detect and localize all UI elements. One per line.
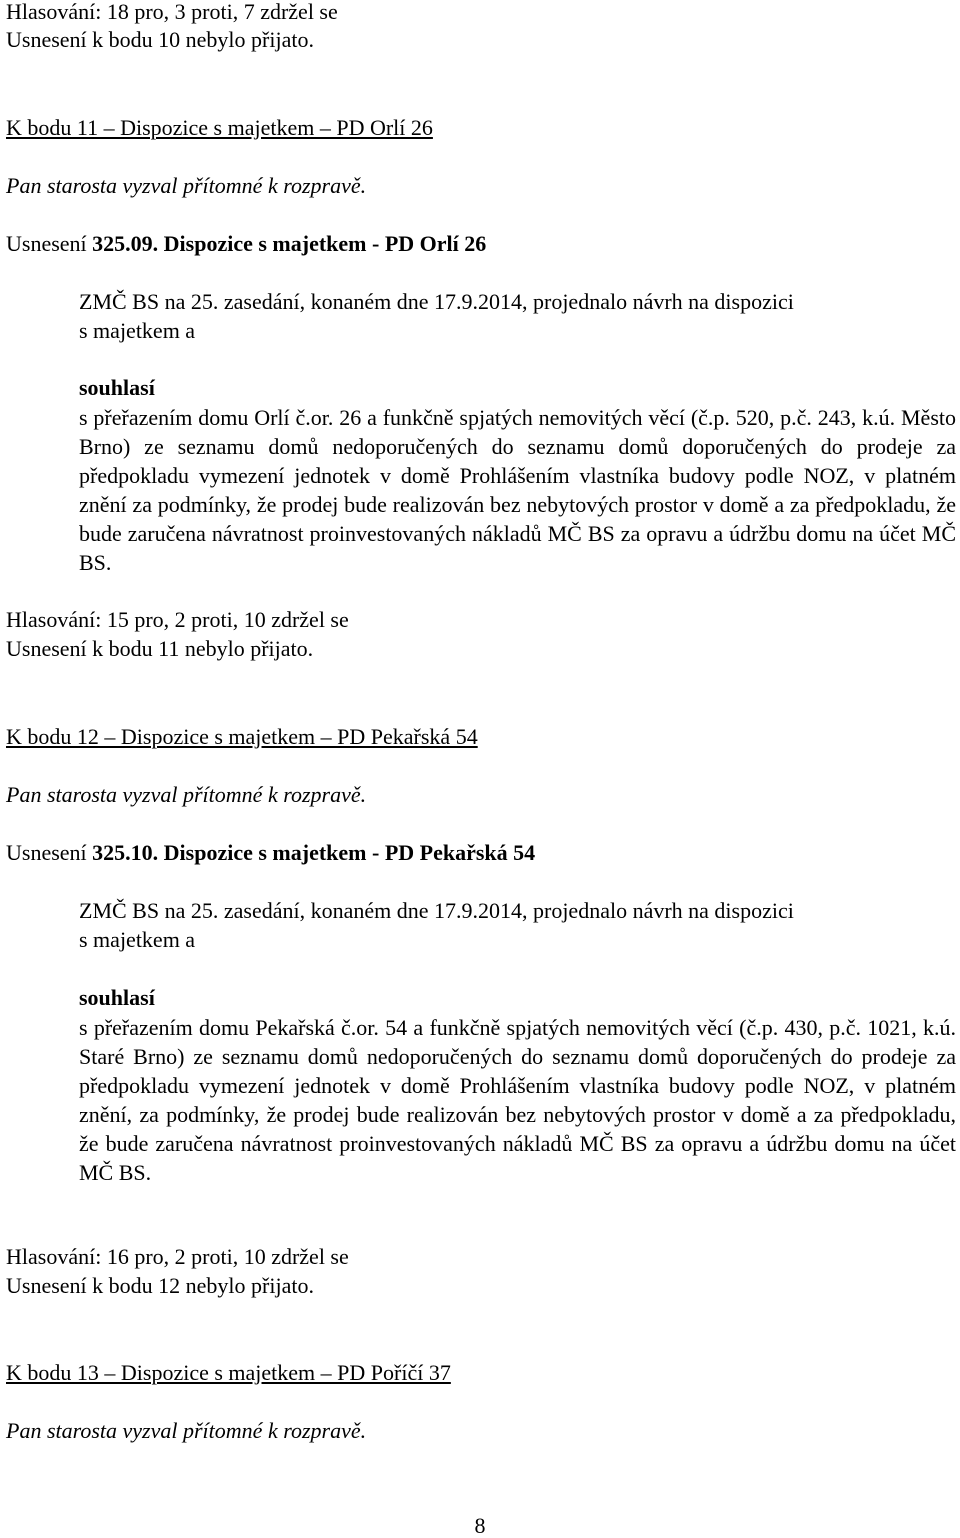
resolution-prefix: Usnesení [6, 840, 93, 865]
vote-result-item-11: Hlasování: 15 pro, 2 proti, 10 zdržel se [6, 607, 349, 632]
debate-invitation-item-13: Pan starosta vyzval přítomné k rozpravě. [6, 1418, 367, 1443]
consent-label-item-12: souhlasí [79, 985, 155, 1010]
page-number: 8 [474, 1513, 486, 1538]
consent-label-item-11: souhlasí [79, 375, 155, 400]
resolution-outcome-item-12: Usnesení k bodu 12 nebylo přijato. [6, 1273, 314, 1298]
vote-result-item-12: Hlasování: 16 pro, 2 proti, 10 zdržel se [6, 1244, 349, 1269]
resolution-number: 325.10. [92, 840, 159, 865]
debate-invitation-item-12: Pan starosta vyzval přítomné k rozpravě. [6, 782, 367, 807]
vote-result-item-10: Hlasování: 18 pro, 3 proti, 7 zdržel se [6, 0, 338, 24]
resolution-intro-item-12: ZMČ BS na 25. zasedání, konaném dne 17.9.2014, projednalo návrh na dispozici [79, 898, 794, 923]
resolution-title-item-12 [6, 839, 535, 867]
resolution-title-item-11 [6, 230, 486, 258]
resolution-intro-cont-item-12: s majetkem a [79, 927, 196, 952]
agenda-heading-item-11: K bodu 11 – Dispozice s majetkem – PD Orlí 26 [6, 115, 433, 140]
debate-invitation-item-11: Pan starosta vyzval přítomné k rozpravě. [6, 173, 367, 198]
agenda-heading-item-13: K bodu 13 – Dispozice s majetkem – PD Poříčí 37 [6, 1360, 451, 1385]
resolution-intro-item-11: ZMČ BS na 25. zasedání, konaném dne 17.9.2014, projednalo návrh na dispozici [79, 289, 794, 314]
resolution-prefix: Usnesení [6, 231, 93, 256]
resolution-body-item-12: s přeřazením domu Pekařská č.or. 54 a funkčně spjatých nemovitých věcí (č.p. 430, p.č. 1021, k.ú. Staré Brno) ze seznamu domů nedoporučených do seznamu domů doporučených do prodeje za předpokladu vymezení jednotek v domě Prohlášením vlastníka budovy podle NOZ, v platném znění, za podmínky, že prodej bude realizován bez nebytových prostor v domě a za předpokladu, že bude zaručena návratnost proinvestovaných nákladů MČ BS za opravu a údržbu domu na účet MČ BS. [79, 1015, 956, 1185]
resolution-outcome-item-11: Usnesení k bodu 11 nebylo přijato. [6, 636, 314, 661]
agenda-heading-item-12: K bodu 12 – Dispozice s majetkem – PD Pekařská 54 [6, 724, 478, 749]
resolution-intro-cont-item-11: s majetkem a [79, 318, 196, 343]
resolution-subject: Dispozice s majetkem - PD Pekařská 54 [158, 840, 536, 865]
resolution-body-item-11: s přeřazením domu Orlí č.or. 26 a funkčně spjatých nemovitých věcí (č.p. 520, p.č. 243, k.ú. Město Brno) ze seznamu domů nedoporučených do seznamu domů doporučených do prodeje za předpokladu vymezení jednotek v domě Prohlášením vlastníka budovy podle NOZ, v platném znění za podmínky, že prodej bude realizován bez nebytových prostor v domě a za předpokladu, že bude zaručena návratnost proinvestovaných nákladů MČ BS za opravu a údržbu domu na účet MČ BS. [79, 405, 956, 575]
resolution-number: 325.09. [92, 231, 159, 256]
resolution-outcome-item-10: Usnesení k bodu 10 nebylo přijato. [6, 27, 314, 52]
resolution-subject: Dispozice s majetkem - PD Orlí 26 [158, 231, 487, 256]
